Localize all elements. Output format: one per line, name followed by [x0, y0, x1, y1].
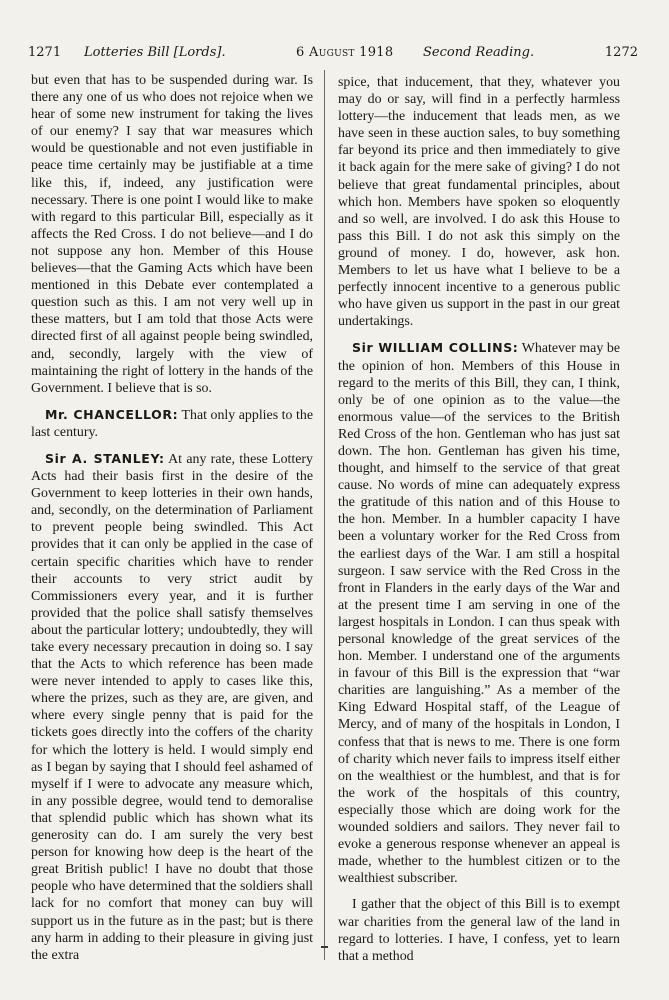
- divider-mark: [321, 946, 328, 948]
- right-column: [338, 74, 620, 965]
- speaker-name: Mr. CHANCELLOR:: [45, 406, 179, 422]
- paragraph-continued: spice, that inducement, that they, whatever you may do or say, will find in a perfectly harmless lottery—the inducement that leads men, as we have seen in these auction sales, to buy something far beyond its price and then immediately to give it back again for the mere sake of giving? I do not believe that great fundamental principles, about which hon. Members have spoken so eloquently and so well, are involved. I do ask this House to pass this Bill. I do not ask this simply on the ground of money. I do, however, ask hon. Members to let us have what I believe to be a perfectly innocent incentive to a generous public who have given us support in the past in our great undertakings.: [338, 75, 620, 330]
- speech-text: Whatever may be the opinion of hon. Members of this House in regard to the merits of this Bill, they can, I think, only be of one opinion as to the value—the enormous value—of the services to the British Red Cross of the hon. Gentleman who has just sat down. The hon. Gentleman has given his time, thought, and himself to the service of that great cause. No words of mine can adequately express the gratitude of this nation and of this House to the hon. Member. In a humbler capacity I have been a voluntary worker for the Red Cross from the earliest days of the War. I am still a hospital surgeon. I saw service with the Red Cross in the front in Flanders in the early days of the War and at the present time I am serving in one of the largest hospitals in London. I can thus speak with personal knowledge of the great services of the hon. Member. I understand one of the arguments in favour of this Bill is the expression that “war charities are languishing.” As a member of the King Edward Hospital staff, of the League of Mercy, and of many of the hospitals in London, I confess that that is news to me. There is one form of charity which never fails to impress itself either on the wealthiest or the humblest, and that is for the work of the hospitals of this country, especially those which are doing work for the wounded soldiers and sailors. They never fail to evoke a generous response whenever an appeal is made, whether to the humblest citizen or to the wealthiest subscriber.: [338, 341, 620, 887]
- speaker-name: Sir WILLIAM COLLINS:: [352, 340, 519, 356]
- speech-text: That only applies to the last century.: [31, 407, 313, 440]
- speech-stanley: [31, 450, 313, 964]
- running-title-right: Second Reading.: [423, 45, 535, 60]
- column-number-right: 1272: [604, 45, 638, 60]
- speech-chancellor: [31, 406, 313, 441]
- paragraph: I gather that the object of this Bill is to exempt war charities from the general law of the land in regard to lotteries. I have, I confess, yet to learn that a method: [338, 897, 620, 964]
- paragraph-continued: but even that has to be suspended during war. Is there any one of us who does not rejoice when we hear of some new instrument for taking the lives of our enemy? I say that war measures which would be questionable and not even justifiable in peace time certainly may be justifiable at a time like this, if, indeed, any justification were necessary. There is one point I would like to make with regard to this particular Bill, especially as it affects the Red Cross. I do not believe—and I do not suppose any hon. Member of this House believes—that the Gaming Acts which have been mentioned in this Debate ever contemplated a question such as this. I am not very well up in these matters, but I am told that those Acts were directed first of all against people being swindled, and, secondly, largely with the view of maintaining the right of lottery in the hands of the Government. I believe that is so.: [31, 73, 313, 396]
- speech-text: At any rate, these Lottery Acts had their basis first in the desire of the Government to keep lotteries in their own hands, and, secondly, on the determination of Parliament to prevent people being swindled. This Act provides that it can only be applied in the case of certain specific charities which have to render their accounts to very strict audit by Commissioners every year, and it is further provided that the police shall satisfy themselves about the particular lottery; undoubtedly, they will take every necessary precaution in doing so. I say that the Acts to which reference has been made were never intended to apply to cases like this, where the prizes, such as they are, are given, and where every single penny that is paid for the tickets goes directly into the coffers of the charity for which the lottery is held. I would simply end as I began by saying that I should feel ashamed of myself if I were to advocate any measure which, in any possible degree, would tend to demoralise that splendid public which has shown what its generosity can do. I am surely the very best person for knowing how deep is the heart of the great British public! I have no doubt that those people who have determined that the soldiers shall lack for no comfort that money can buy will support us in the future as in the past; but is there any harm in adding to their pleasure in giving just the extra: [31, 451, 313, 963]
- running-title-left: Lotteries Bill [Lords].: [84, 45, 226, 60]
- column-divider: [324, 70, 325, 960]
- column-number-left: 1271: [28, 45, 62, 60]
- left-column: [31, 72, 313, 964]
- header-date: 6 August 1918: [296, 45, 394, 60]
- speaker-name: Sir A. STANLEY:: [45, 450, 165, 466]
- speech-collins: [338, 339, 620, 887]
- page-header: [28, 44, 638, 62]
